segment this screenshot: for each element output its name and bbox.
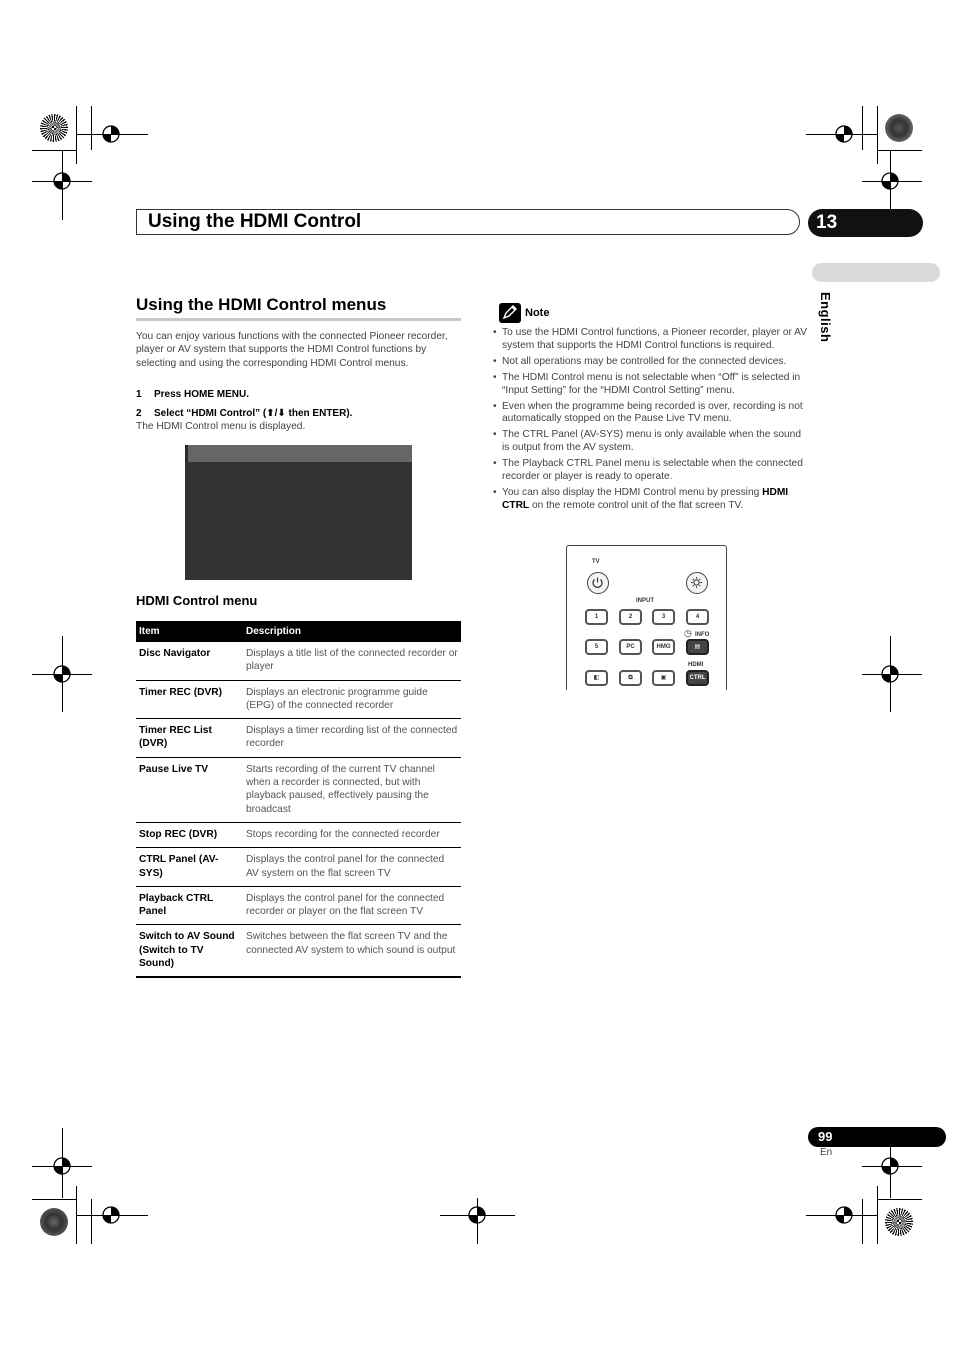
table-row (136, 925, 461, 977)
list-item (493, 327, 811, 353)
table-cell-description: Stops recording for the connected recorder (243, 822, 461, 847)
table-cell-item: Switch to AV Sound (Switch to TV Sound) (136, 925, 243, 977)
table-row (136, 822, 461, 847)
table-cell-item: Pause Live TV (136, 757, 243, 822)
note-text: The Playback CTRL Panel menu is selectable when the connected recorder or player is ready to operate. (502, 458, 803, 482)
table-row (136, 642, 461, 680)
step-text: Select “HDMI Control” (⬆/⬇ then ENTER). (154, 408, 353, 419)
intro-paragraph: You can enjoy various functions with the connected Pioneer recorder, player or AV system that supports the HDMI Control functions by selecting and using the corresponding HDMI Control menus. (136, 331, 448, 369)
bullet-icon: • (493, 400, 497, 412)
info-label: INFO (695, 632, 710, 638)
registration-mark-icon (50, 662, 74, 686)
screen-header-strip (185, 445, 412, 462)
bullet-icon: • (493, 429, 497, 441)
page-number: 99 (808, 1127, 946, 1147)
split-button-icon: ▣ (652, 670, 675, 686)
key-pc-button: PC (619, 639, 642, 655)
note-pencil-icon (499, 303, 521, 323)
light-button-icon (686, 572, 708, 594)
table-row (136, 680, 461, 719)
step-text: Press HOME MENU. (154, 389, 250, 400)
step-result: The HDMI Control menu is displayed. (136, 421, 306, 432)
note-bold-text: HDMI CTRL (502, 486, 789, 511)
registration-mark-icon (878, 662, 902, 686)
note-text: Not all operations may be controlled for the connected devices. (502, 355, 787, 367)
chapter-number-badge: 13 (808, 209, 923, 237)
note-text: Even when the programme being recorded is over, recording is not automatically stopped on the Pause Live TV menu. (502, 400, 803, 425)
remote-control-illustration (566, 545, 727, 690)
table-header-row (136, 621, 461, 642)
bullet-icon: • (493, 486, 497, 498)
info-button-icon: ▤ (686, 639, 709, 655)
list-item (493, 487, 811, 513)
hdmi-menu-screen-illustration (185, 445, 412, 580)
note-text: To use the HDMI Control functions, a Pioneer recorder, player or AV system that supports the HDMI Control functions is required. (502, 327, 808, 351)
step-2 (136, 408, 352, 419)
power-button-icon (587, 572, 609, 594)
key-2-button: 2 (619, 609, 642, 625)
step-1 (136, 389, 249, 400)
screen-mode-button-icon: ◧ (585, 670, 608, 686)
table-cell-description: Starts recording of the current TV channel when a recorder is connected, but with playback paused, effectively pausing the broadcast (243, 757, 461, 822)
input-label: INPUT (636, 598, 654, 604)
registration-mark-icon (50, 169, 74, 193)
section-title: Using the HDMI Control menus (136, 295, 387, 314)
registration-mark-icon (50, 1154, 74, 1178)
language-label: English (818, 292, 833, 343)
bullet-icon: • (493, 458, 497, 470)
registration-mark-icon (832, 1203, 856, 1227)
key-1-button: 1 (585, 609, 608, 625)
registration-mark-icon (99, 122, 123, 146)
crop-line (862, 106, 863, 150)
key-3-button: 3 (652, 609, 675, 625)
list-item (493, 401, 811, 427)
table-cell-item: CTRL Panel (AV-SYS) (136, 848, 243, 887)
table-row (136, 848, 461, 887)
note-text: on the remote control unit of the flat screen TV. (529, 499, 744, 511)
crop-line (877, 150, 922, 151)
tv-label: TV (592, 559, 600, 565)
language-tab (812, 263, 940, 282)
table-row (136, 757, 461, 822)
table-title: HDMI Control menu (136, 593, 258, 608)
key-5-button: 5 (585, 639, 608, 655)
table-cell-item: Disc Navigator (136, 642, 243, 680)
registration-mark-icon (99, 1203, 123, 1227)
crop-line (877, 1199, 922, 1200)
registration-mark-icon (832, 122, 856, 146)
list-item (493, 372, 811, 398)
registration-mark-icon (878, 1154, 902, 1178)
table-cell-description: Displays the control panel for the connected recorder or player on the flat screen TV (243, 886, 461, 925)
key-4-button: 4 (686, 609, 709, 625)
step-number: 1 (136, 389, 142, 400)
registration-mark-icon (465, 1203, 489, 1227)
table-row (136, 886, 461, 925)
table-cell-description: Displays a title list of the connected recorder or player (243, 642, 461, 680)
chapter-title: Using the HDMI Control (148, 211, 362, 232)
crop-line (862, 1199, 863, 1244)
pip-button-icon: ⧉ (619, 670, 642, 686)
table-cell-description: Switches between the flat screen TV and the connected AV system to which sound is output (243, 925, 461, 977)
note-text: The HDMI Control menu is not selectable when “Off” is selected in “Input Setting” for the “HDMI Control Setting” menu. (502, 371, 801, 396)
bullet-icon: • (493, 355, 497, 367)
table-cell-item: Playback CTRL Panel (136, 886, 243, 925)
note-label: Note (525, 307, 550, 319)
list-item (493, 458, 811, 484)
list-item (493, 429, 811, 455)
page-language-code: En (820, 1147, 833, 1158)
table-cell-item: Stop REC (DVR) (136, 822, 243, 847)
crop-line (91, 106, 92, 150)
print-seal-icon (40, 1208, 68, 1236)
column-header-item: Item (136, 621, 243, 642)
column-header-description: Description (243, 621, 461, 642)
registration-mark-icon (878, 169, 902, 193)
hdmi-control-menu-table (136, 621, 461, 978)
table-cell-item: Timer REC (DVR) (136, 680, 243, 719)
section-divider (136, 318, 461, 321)
note-text: The CTRL Panel (AV-SYS) menu is only available when the sound is output from the AV system. (502, 429, 801, 454)
hdmi-ctrl-button: CTRL (686, 670, 709, 686)
crop-line (91, 1199, 92, 1244)
note-text: You can also display the HDMI Control menu by pressing (502, 486, 763, 498)
hdmi-label: HDMI (688, 662, 704, 668)
table-cell-description: Displays a timer recording list of the connected recorder (243, 719, 461, 758)
crop-line (32, 150, 77, 151)
table-cell-description: Displays an electronic programme guide (EPG) of the connected recorder (243, 680, 461, 719)
list-item (493, 356, 811, 369)
table-cell-item: Timer REC List (DVR) (136, 719, 243, 758)
key-hmg-button: HMG (652, 639, 675, 655)
table-cell-description: Displays the control panel for the connected AV system on the flat screen TV (243, 848, 461, 887)
info-clock-icon: ◷ (684, 628, 692, 638)
print-seal-icon (885, 1208, 913, 1236)
bullet-icon: • (493, 371, 497, 383)
crop-line (877, 106, 878, 164)
print-seal-icon (40, 114, 68, 142)
print-seal-icon (885, 114, 913, 142)
bullet-icon: • (493, 327, 497, 338)
screen-header-edge (185, 445, 188, 462)
step-number: 2 (136, 408, 142, 419)
crop-line (32, 1199, 77, 1200)
crop-line (76, 106, 77, 164)
table-row (136, 719, 461, 758)
note-list (493, 327, 811, 516)
